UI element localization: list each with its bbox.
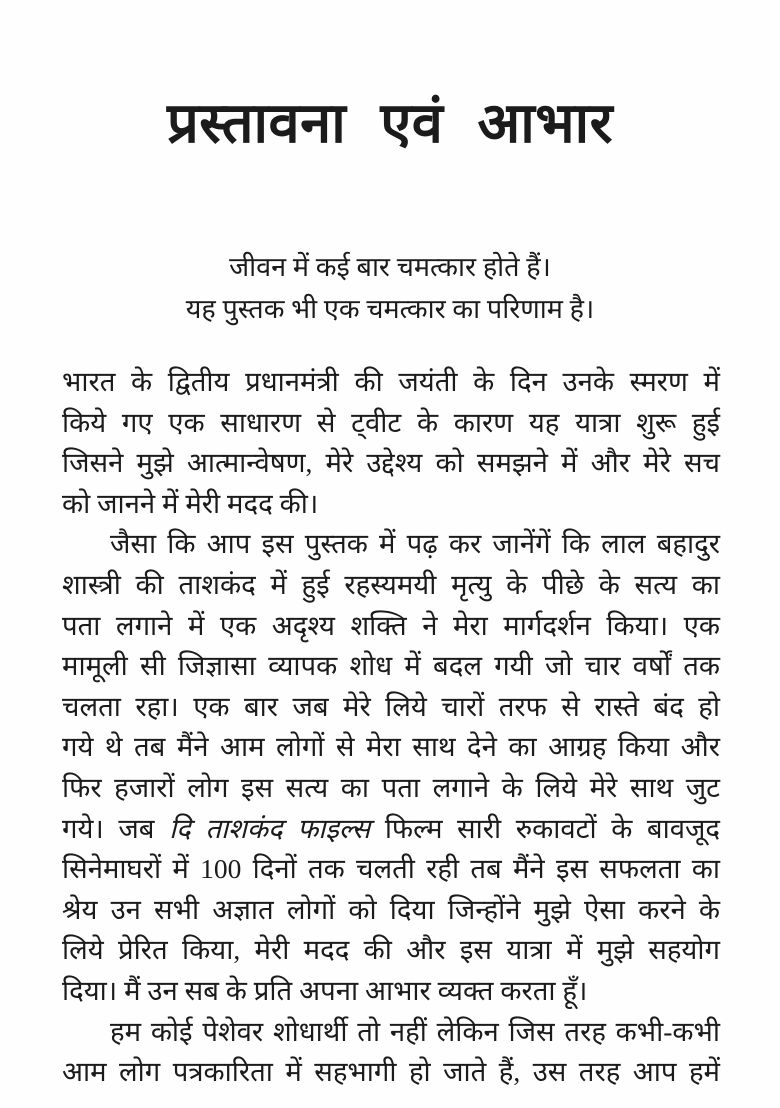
text-segment: जैसा कि आप इस पुस्तक में पढ़ कर जानेंगें कि लाल बहादुर bbox=[110, 528, 720, 560]
text-segment: सिनेमाघरों में 100 दिनों तक चलती रही तब मैंने इस सफलता का bbox=[62, 853, 720, 885]
text-line bbox=[62, 484, 720, 525]
text-line bbox=[62, 849, 720, 890]
text-segment: गये थे तब मैंने आम लोगों से मेरा साथ देने का आग्रह किया और bbox=[62, 731, 720, 763]
text-segment: जिसने मुझे आत्मान्वेषण, मेरे उद्देश्य को समझने में और मेरे सच bbox=[62, 447, 720, 479]
text-segment: मामूली सी जिज्ञासा व्यापक शोध में बदल गयी जो चार वर्षों तक bbox=[62, 650, 720, 682]
text-line bbox=[62, 443, 720, 484]
text-line bbox=[62, 930, 720, 971]
epigraph bbox=[0, 246, 780, 330]
text-segment: लिये प्रेरित किया, मेरी मदद की और इस यात्रा में मुझे सहयोग bbox=[62, 934, 720, 966]
text-line bbox=[62, 890, 720, 931]
text-line bbox=[62, 403, 720, 444]
text-segment: पता लगाने में एक अदृश्य शक्ति ने मेरा मार्गदर्शन किया। एक bbox=[62, 609, 720, 641]
text-segment: गये। जब bbox=[62, 812, 170, 844]
text-line bbox=[62, 1052, 720, 1093]
text-segment: को जानने में मेरी मदद की। bbox=[62, 487, 319, 519]
text-line bbox=[62, 727, 720, 768]
text-line bbox=[62, 362, 720, 403]
text-segment: फिल्म सारी रुकावटों के बावजूद bbox=[370, 812, 720, 844]
epigraph-line: जीवन में कई बार चमत्कार होते हैं। bbox=[229, 252, 551, 282]
paragraph bbox=[62, 1012, 720, 1093]
text-line bbox=[62, 646, 720, 687]
text-line bbox=[62, 971, 720, 1012]
text-segment: फिर हजारों लोग इस सत्य का पता लगाने के लिये मेरे साथ जुट bbox=[62, 771, 720, 803]
chapter-title: प्रस्तावना एवं आभार bbox=[166, 93, 614, 155]
italic-text-segment: दि ताशकंद फाइल्स bbox=[169, 812, 371, 844]
text-line bbox=[62, 687, 720, 728]
epigraph-line: यह पुस्तक भी एक चमत्कार का परिणाम है। bbox=[185, 294, 595, 324]
text-segment: आम लोग पत्रकारिता में सहभागी हो जाते हैं, उस तरह आप हमें bbox=[62, 1056, 720, 1088]
text-segment: भारत के द्वितीय प्रधानमंत्री की जयंती के दिन उनके स्मरण में bbox=[62, 366, 720, 397]
paragraph bbox=[62, 362, 720, 524]
text-segment: दिया। मैं उन सब के प्रति अपना आभार व्यक्त करता हूँ। bbox=[62, 974, 588, 1006]
text-line bbox=[62, 524, 720, 565]
text-segment: हम कोई पेशेवर शोधार्थी तो नहीं लेकिन जिस तरह कभी-कभी bbox=[110, 1015, 720, 1047]
text-segment: श्रेय उन सभी अज्ञात लोगों को दिया जिन्होंने मुझे ऐसा करने के bbox=[62, 893, 720, 925]
paragraph bbox=[62, 524, 720, 1011]
text-line bbox=[62, 768, 720, 809]
text-segment: शास्त्री की ताशकंद में हुई रहस्यमयी मृत्यु के पीछे के सत्य का bbox=[62, 568, 720, 600]
body-text bbox=[62, 362, 720, 1093]
text-line bbox=[62, 565, 720, 606]
text-line bbox=[62, 809, 720, 850]
text-line bbox=[62, 1012, 720, 1053]
text-segment: चलता रहा। एक बार जब मेरे लिये चारों तरफ से रास्ते बंद हो bbox=[62, 690, 720, 722]
text-line bbox=[62, 606, 720, 647]
text-segment: किये गए एक साधारण से ट्वीट के कारण यह यात्रा शुरू हुई bbox=[62, 406, 720, 438]
